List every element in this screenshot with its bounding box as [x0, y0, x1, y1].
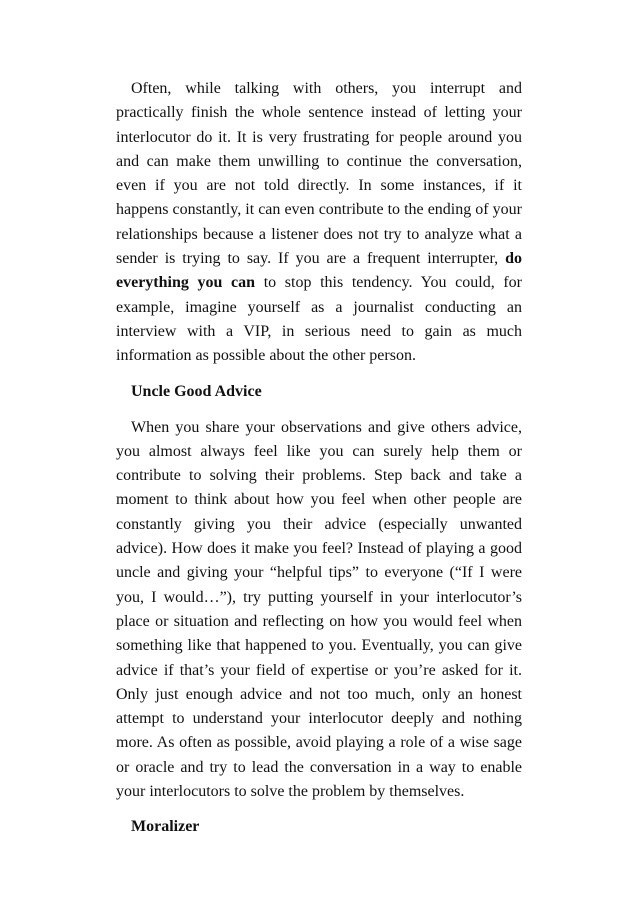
section-heading-uncle-good-advice: Uncle Good Advice — [131, 382, 262, 400]
paragraph-text: to stop this tendency. You could, for example, imagine yourself as a journalist conducting an interview with a VIP, in serious need to gain as much information as possible about the other person. — [116, 274, 522, 365]
section-heading-moralizer: Moralizer — [131, 818, 200, 836]
paragraph-uncle-good-advice: When you share your observations and give others advice, you almost always feel like you can surely help them or contribute to solving their problems. Step back and take a moment to think about how you feel when other people are constantly giving you their advice (especially unwanted advice). How does it make you feel? Instead of playing a good uncle and giving your “helpful tips” to everyone (“If I were you, I would…”), try putting yourself in your interlocutor’s place or situation and reflecting on how you would feel when something like that happened to you. Eventually, you can give advice if that’s your field of expertise or you’re asked for it. Only just enough advice and not too much, only an honest attempt to understand your interlocutor deeply and nothing more. As often as possible, avoid playing a role of a wise sage or oracle and try to lead the conversation in a way to enable your interlocutors to solve the problem by themselves. — [116, 418, 522, 801]
emphasis-text: do everything you can — [116, 250, 523, 292]
paragraph-interrupting — [116, 77, 522, 369]
paragraph-text: Often, while talking with others, you interrupt and practically finish the whole sentence instead of letting your interlocutor do it. It is very frustrating for people around you and can make them unwilling to continue the conversation, even if you are not told directly. In some instances, if it happens constantly, it can even contribute to the ending of your relationships because a listener does not try to analyze what a sender is trying to say. If you are a frequent interrupter, — [116, 80, 522, 268]
